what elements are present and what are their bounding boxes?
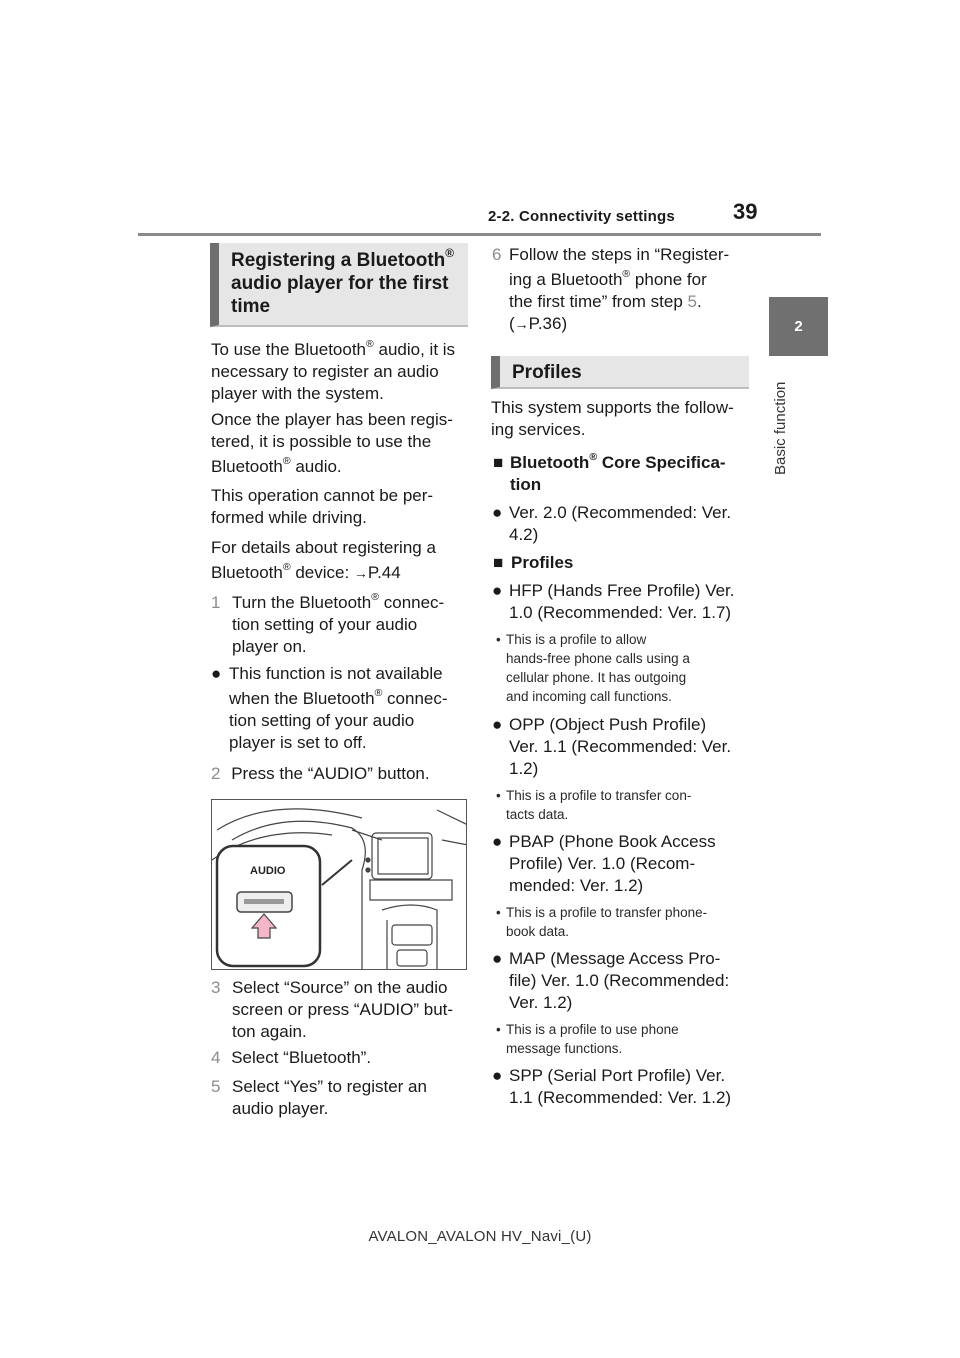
step-3 [211, 977, 471, 1043]
small-bullet-icon: • [496, 905, 501, 920]
subheading-text: Profiles [511, 553, 574, 572]
item-text: OPP (Object Push Profile) [509, 715, 707, 734]
step-text: Select “Yes” to register an [232, 1077, 427, 1096]
step-reference: 5 [687, 292, 698, 311]
step-text: Select “Source” on the audio [232, 978, 448, 997]
bullet-icon: ● [211, 664, 222, 683]
core-spec-subheading [493, 452, 763, 496]
cannot-text: formed while driving. [211, 508, 367, 527]
intro-text: audio, it is [373, 340, 456, 359]
step-text: ton again. [232, 1022, 307, 1041]
profiles-subheading [493, 552, 573, 574]
section-title: 2-2. Connectivity settings [488, 208, 675, 225]
step-text: phone for [630, 270, 707, 289]
intro-paragraph [211, 339, 455, 405]
step-6 [492, 244, 762, 335]
square-bullet-icon: ■ [493, 453, 504, 472]
bullet-icon: ● [492, 503, 503, 522]
supports-text: This system supports the follow- [491, 398, 734, 417]
bullet-icon: ● [492, 715, 503, 734]
heading-profiles: Profiles [491, 356, 749, 389]
hfp-note [496, 630, 756, 706]
note-text: connec- [382, 689, 448, 708]
page-reference-link[interactable]: P.44 [367, 563, 401, 582]
note-text: hands-free phone calls using a [506, 651, 690, 666]
note-not-available [211, 663, 471, 754]
note-text: when the Bluetooth [229, 689, 375, 708]
step-text: screen or press “AUDIO” but- [232, 1000, 454, 1019]
item-text: MAP (Message Access Pro- [509, 949, 721, 968]
dashboard-drawing [212, 800, 467, 970]
step-text: Turn the Bluetooth [232, 593, 372, 612]
note-text: tacts data. [506, 807, 569, 822]
step-text: ( [509, 314, 515, 333]
step-text: the first time” from step [509, 292, 688, 311]
details-text: Bluetooth [211, 563, 283, 582]
step-number: 6 [492, 245, 502, 264]
cannot-text: This operation cannot be per- [211, 486, 434, 505]
subheading-text: Core Specifica- [597, 453, 726, 472]
once-text: Once the player has been regis- [211, 410, 453, 429]
step-text: ing a Bluetooth [509, 270, 623, 289]
registered-mark: ® [374, 686, 383, 699]
core-version-item [492, 502, 762, 546]
hfp-item [492, 580, 762, 624]
registered-mark: ® [445, 246, 454, 260]
item-text: PBAP (Phone Book Access [509, 832, 716, 851]
supports-paragraph [491, 397, 734, 441]
once-text: audio. [290, 457, 342, 476]
step-text: audio player. [232, 1099, 329, 1118]
details-text: device: [290, 563, 354, 582]
cannot-paragraph [211, 485, 433, 529]
note-text: and incoming call functions. [506, 689, 672, 704]
chapter-label [760, 370, 800, 480]
note-text: This is a profile to transfer phone- [506, 905, 708, 920]
registered-mark: ® [622, 267, 631, 280]
step-number: 1 [211, 593, 221, 612]
opp-note [496, 786, 756, 824]
spp-item [492, 1065, 762, 1109]
item-text: 1.2) [509, 759, 539, 778]
item-text: mended: Ver. 1.2) [509, 876, 644, 895]
step-text: . [697, 292, 702, 311]
subheading-text: Bluetooth [510, 453, 590, 472]
heading-line-2: audio player for the first [231, 273, 449, 294]
registered-mark: ® [282, 454, 291, 467]
small-bullet-icon: • [496, 1022, 501, 1037]
heading-register-audio-player [210, 243, 468, 327]
step-text: player on. [232, 637, 307, 656]
once-text: tered, it is possible to use the [211, 432, 432, 451]
bullet-icon: ● [492, 832, 503, 851]
step-number: 3 [211, 978, 221, 997]
item-text: SPP (Serial Port Profile) Ver. [509, 1066, 726, 1085]
chapter-tab: 2 [769, 297, 828, 356]
bullet-icon: ● [492, 949, 503, 968]
intro-text: necessary to register an audio [211, 362, 439, 381]
page-number: 39 [733, 199, 758, 224]
registered-mark: ® [589, 450, 598, 463]
note-text: message functions. [506, 1041, 623, 1056]
page-reference-link[interactable]: P.36) [528, 314, 568, 333]
bullet-icon: ● [492, 1066, 503, 1085]
registered-mark: ® [366, 337, 374, 350]
item-text: Ver. 1.1 (Recommended: Ver. [509, 737, 732, 756]
note-text: book data. [506, 924, 570, 939]
step-number: 5 [211, 1077, 221, 1096]
details-text: For details about registering a [211, 538, 436, 557]
item-text: Ver. 1.2) [509, 993, 573, 1012]
step-text: tion setting of your audio [232, 615, 418, 634]
item-text: 1.1 (Recommended: Ver. 1.2) [509, 1088, 732, 1107]
step-1 [211, 592, 471, 658]
pbap-item [492, 831, 762, 897]
note-text: player is set to off. [229, 733, 367, 752]
supports-text: ing services. [491, 420, 586, 439]
note-text: This is a profile to use phone [506, 1022, 679, 1037]
note-text: This is a profile to transfer con- [506, 788, 692, 803]
square-bullet-icon: ■ [493, 553, 504, 572]
subheading-text: tion [510, 475, 542, 494]
note-text: tion setting of your audio [229, 711, 415, 730]
map-note [496, 1020, 756, 1058]
map-item [492, 948, 762, 1014]
pbap-note [496, 903, 756, 941]
once-text: Bluetooth [211, 457, 283, 476]
item-text: Ver. 2.0 (Recommended: Ver. [509, 503, 732, 522]
item-text: HFP (Hands Free Profile) Ver. [509, 581, 735, 600]
footer-model-code: AVALON_AVALON HV_Navi_(U) [368, 1228, 592, 1245]
item-text: 1.0 (Recommended: Ver. 1.7) [509, 603, 732, 622]
note-text: This function is not available [229, 664, 443, 683]
step-5 [211, 1076, 471, 1120]
step-text: Press the “AUDIO” button. [231, 764, 430, 783]
step-2 [211, 763, 430, 785]
step-text: Follow the steps in “Register- [509, 245, 730, 264]
step-4 [211, 1047, 371, 1069]
item-text: Profile) Ver. 1.0 (Recom- [509, 854, 696, 873]
step-number: 2 [211, 764, 221, 783]
note-text: cellular phone. It has outgoing [506, 670, 687, 685]
heading-line-1: Registering a Bluetooth [231, 250, 446, 271]
header-rule [138, 233, 821, 236]
intro-text: To use the Bluetooth [211, 340, 367, 359]
once-paragraph [211, 409, 453, 478]
note-text: This is a profile to allow [506, 632, 647, 647]
audio-button-label: AUDIO [250, 865, 286, 877]
chapter-title: Basic function [772, 381, 789, 475]
small-bullet-icon: • [496, 788, 501, 803]
step-number: 4 [211, 1048, 221, 1067]
bullet-icon: ● [492, 581, 503, 600]
opp-item [492, 714, 762, 780]
registered-mark: ® [282, 560, 291, 573]
details-paragraph [211, 537, 436, 584]
heading-line-3: time [231, 296, 271, 317]
item-text: file) Ver. 1.0 (Recommended: [509, 971, 730, 990]
step-text: Select “Bluetooth”. [231, 1048, 372, 1067]
audio-button-illustration [211, 799, 467, 970]
item-text: 4.2) [509, 525, 539, 544]
intro-text: player with the system. [211, 384, 384, 403]
arrow-icon: → [514, 316, 529, 332]
small-bullet-icon: • [496, 632, 501, 647]
arrow-icon: → [353, 565, 368, 581]
step-text: connec- [379, 593, 445, 612]
registered-mark: ® [371, 590, 380, 603]
